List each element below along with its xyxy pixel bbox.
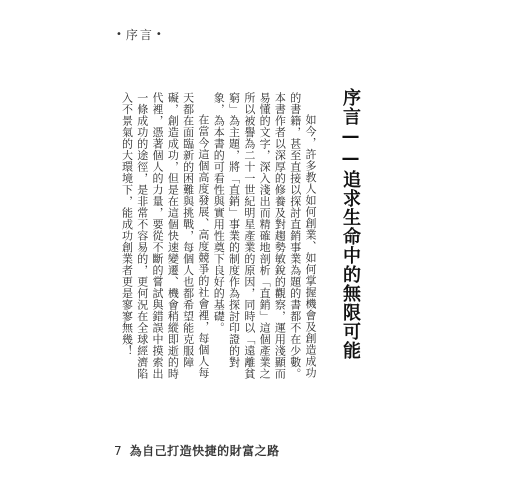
footer-rule [114,440,404,441]
page-number: 7 [114,443,122,458]
header-section-label: 序言 [125,28,154,42]
header-dot-right: • [155,29,164,40]
footer-book-title: 為自己打造快捷的財富之路 [129,444,280,458]
page-footer [114,442,280,459]
body-text [106,92,318,382]
header-dot-left: • [116,29,124,40]
paragraph-2: 在當今這個高度發展、高度競爭的社會裡，每個人每天都在面臨新的困難與挑戰，每個人也都希望能克服障礙，創造成功，但是在這個快速變遷、機會稍縱即逝的時代裡，憑著個人的力量，要從不斷的嘗試與錯誤中摸索出一條成功的途徑，是非常不容易的，更何況在全球經濟陷入不景氣的大環境下，能成功創業者更是寥寥無幾！ [120,92,210,380]
paragraph-1: 如今，許多教人如何創業、如何掌握機會及創造成功的書籍，甚至直接以探討直銷事業為題的書都不在少數。本書作者以深厚的修養及對趨勢敏銳的觀察，運用淺顯而易懂的文字，深入淺出而精確地剖析「直銷」這個產業之所以被譽為二十一世紀明星產業的原因，同時以「遠離貧窮」為主題，將「直銷」事業的制度作為探討印證的對象，為本書的可看性與實用性奠下良好的基礎。 [212,92,317,380]
running-header [114,26,166,43]
chapter-title: 序言——追求生命中的無限可能 [340,88,361,360]
